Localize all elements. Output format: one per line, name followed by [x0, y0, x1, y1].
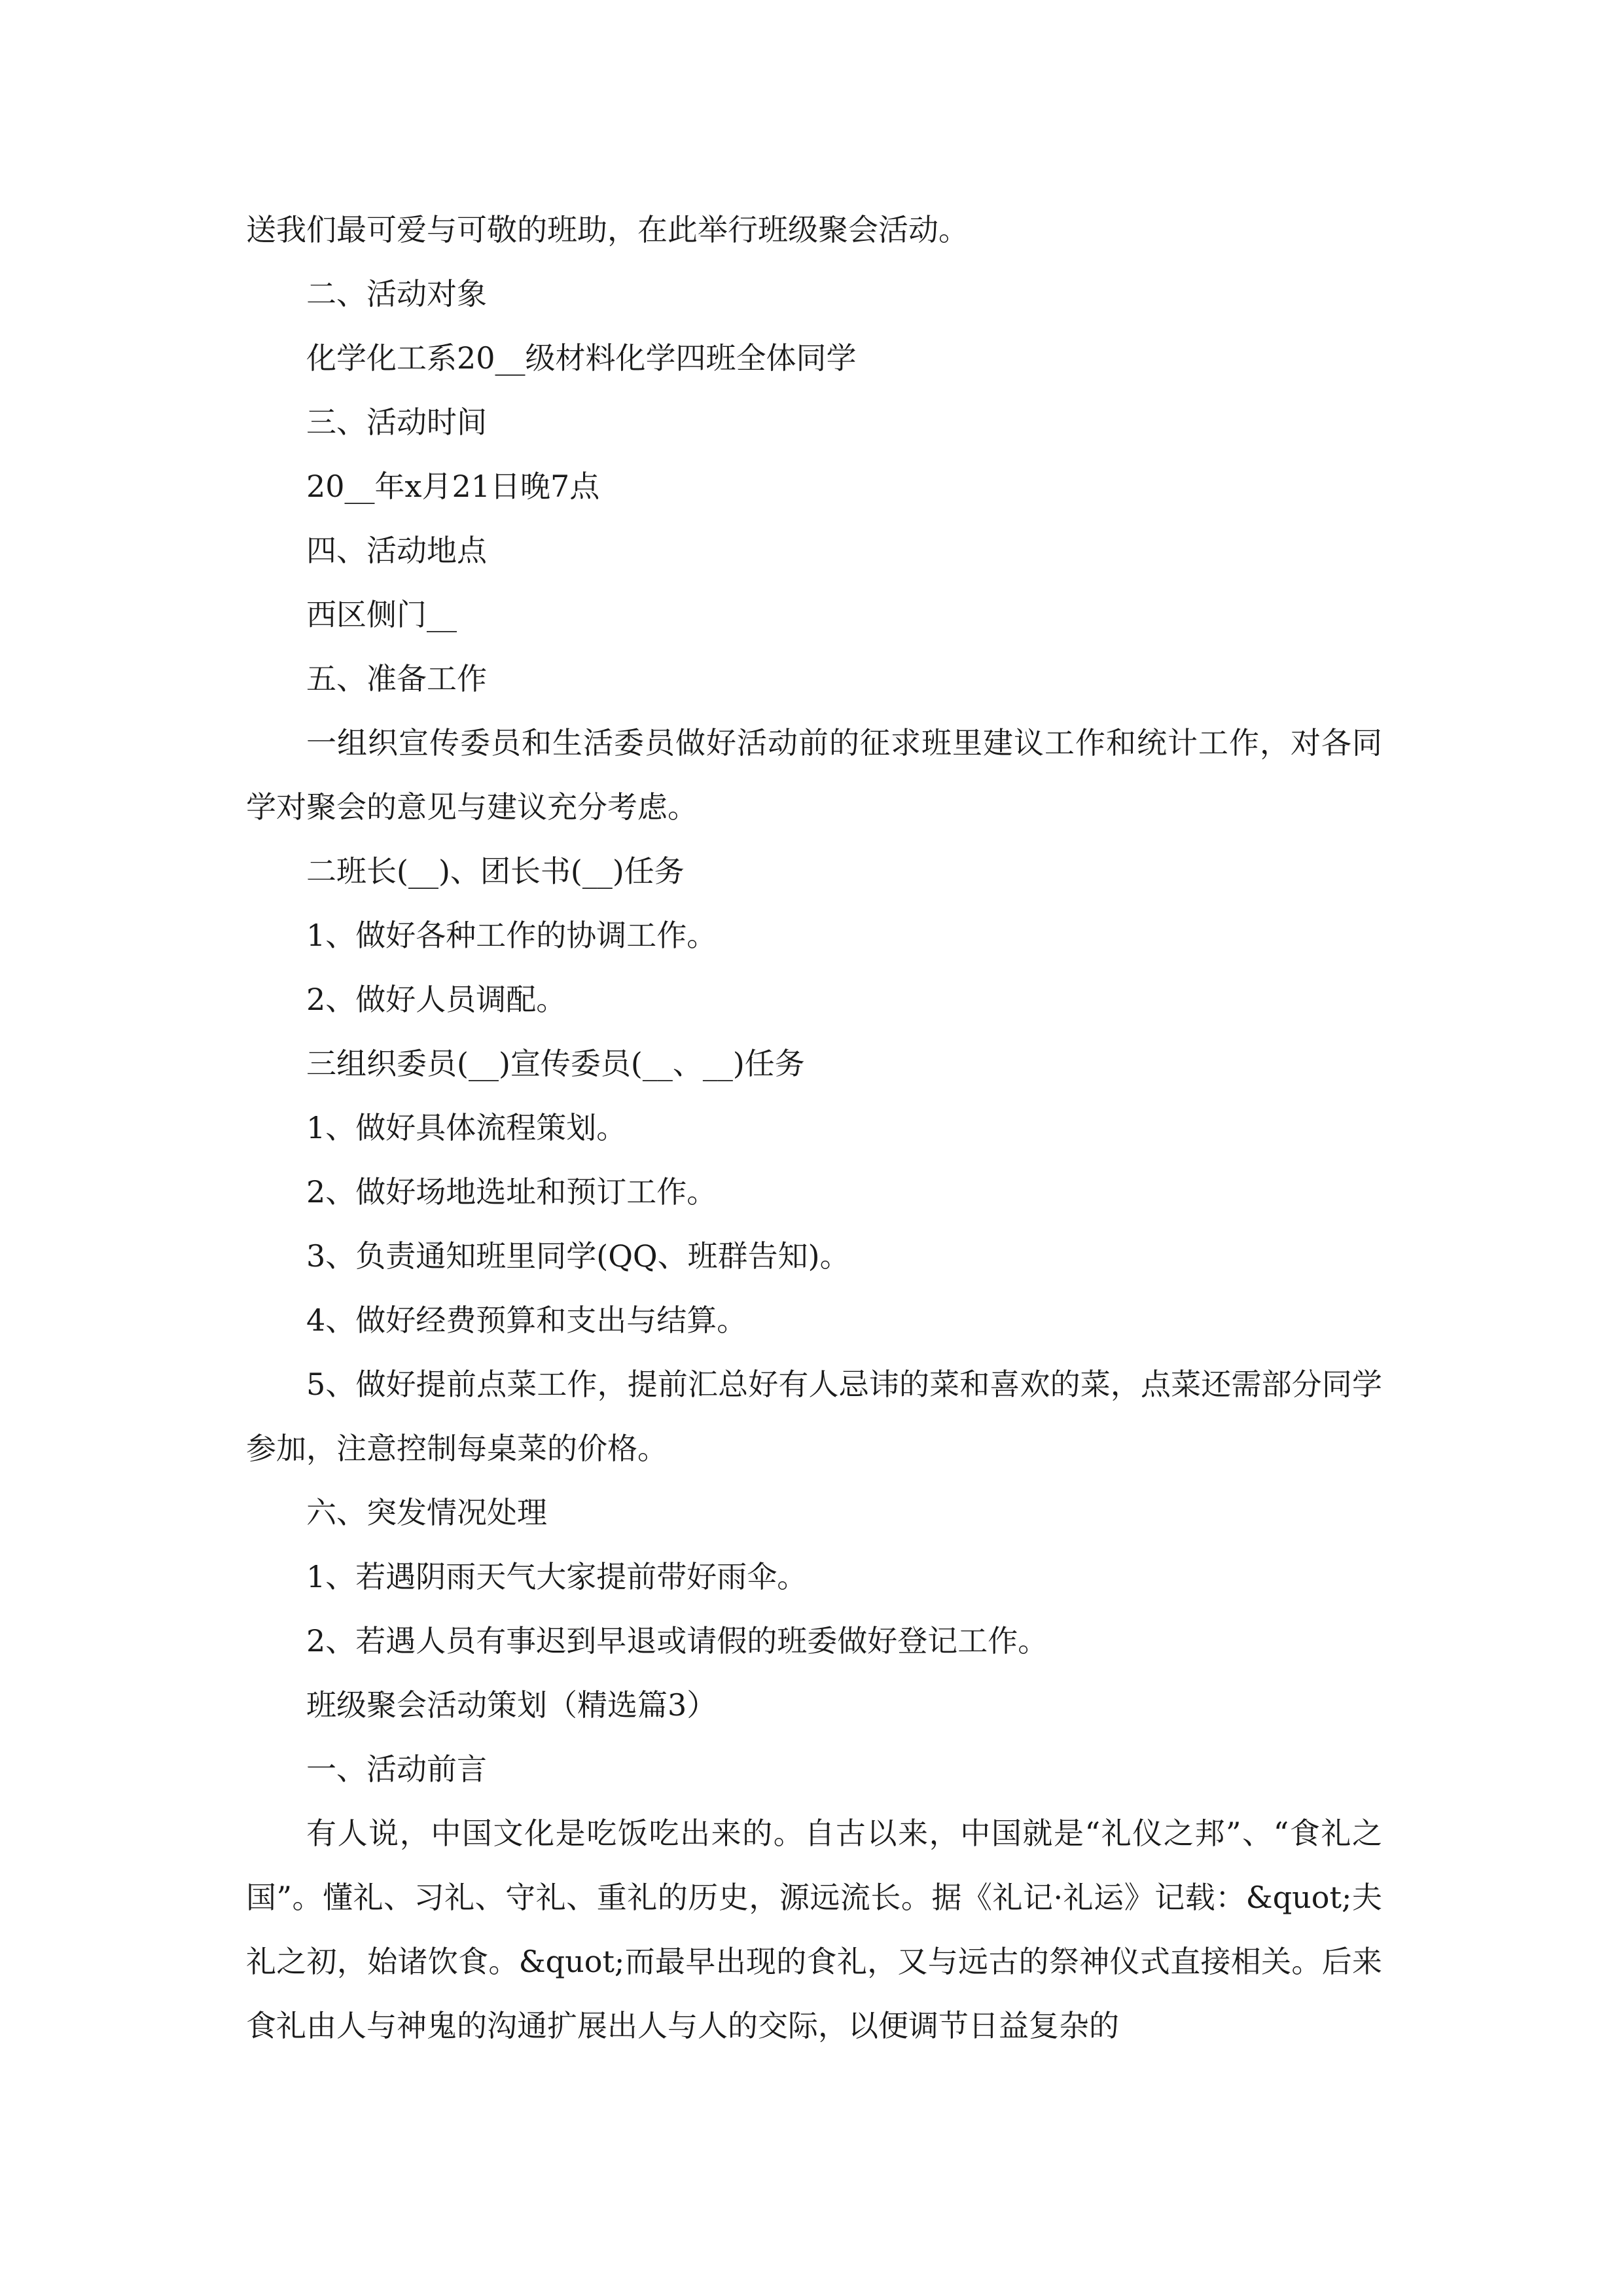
list-item: 2、若遇人员有事迟到早退或请假的班委做好登记工作。 — [306, 1623, 1048, 1659]
section-heading-participants: 二、活动对象 — [306, 276, 487, 312]
section-heading-preface: 一、活动前言 — [306, 1751, 487, 1787]
section-heading-location: 四、活动地点 — [306, 533, 487, 568]
section-heading-preparation: 五、准备工作 — [306, 661, 487, 696]
paragraph-preparation-2: 二班长(__)、团长书(__)任务 — [306, 853, 685, 889]
list-item: 4、做好经费预算和支出与结算。 — [306, 1302, 747, 1338]
section-heading-emergency: 六、突发情况处理 — [306, 1495, 547, 1530]
paragraph-preparation-1: 一组织宣传委员和生活委员做好活动前的征求班里建议工作和统计工作，对各同学对聚会的意见与建议充分考虑。 — [246, 725, 1382, 825]
list-item: 2、做好场地选址和预订工作。 — [306, 1174, 717, 1210]
paragraph-participants: 化学化工系20__级材料化学四班全体同学 — [306, 340, 857, 376]
list-item: 1、若遇阴雨天气大家提前带好雨伞。 — [306, 1559, 808, 1594]
list-item: 3、负责通知班里同学(QQ、班群告知)。 — [306, 1238, 850, 1274]
paragraph-location: 西区侧门__ — [306, 597, 457, 632]
list-item: 2、做好人员调配。 — [306, 982, 567, 1017]
document-body — [246, 198, 1382, 2058]
list-item: 1、做好具体流程策划。 — [306, 1110, 627, 1145]
paragraph-preface: 有人说，中国文化是吃饭吃出来的。自古以来，中国就是“礼仪之邦”、“食礼之国”。懂礼、习礼、守礼、重礼的历史，源远流长。据《礼记·礼运》记载：&quot;夫礼之初，始诸饮食。&quot;而最早出现的食礼，又与远古的祭神仪式直接相关。后来食礼由人与神鬼的沟通扩展出人与人的交际，以便调节日益复杂的 — [246, 1816, 1382, 2043]
paragraph-intro-continuation: 送我们最可爱与可敬的班助，在此举行班级聚会活动。 — [246, 212, 969, 247]
list-item: 5、做好提前点菜工作，提前汇总好有人忌讳的菜和喜欢的菜，点菜还需部分同学参加，注意控制每桌菜的价格。 — [246, 1367, 1382, 1466]
paragraph-preparation-3: 三组织委员(__)宣传委员(__、__)任务 — [306, 1046, 805, 1081]
list-item: 1、做好各种工作的协调工作。 — [306, 918, 717, 953]
section-heading-time: 三、活动时间 — [306, 404, 487, 440]
article-title: 班级聚会活动策划（精选篇3） — [306, 1687, 717, 1723]
paragraph-time: 20__年x月21日晚7点 — [306, 469, 600, 504]
